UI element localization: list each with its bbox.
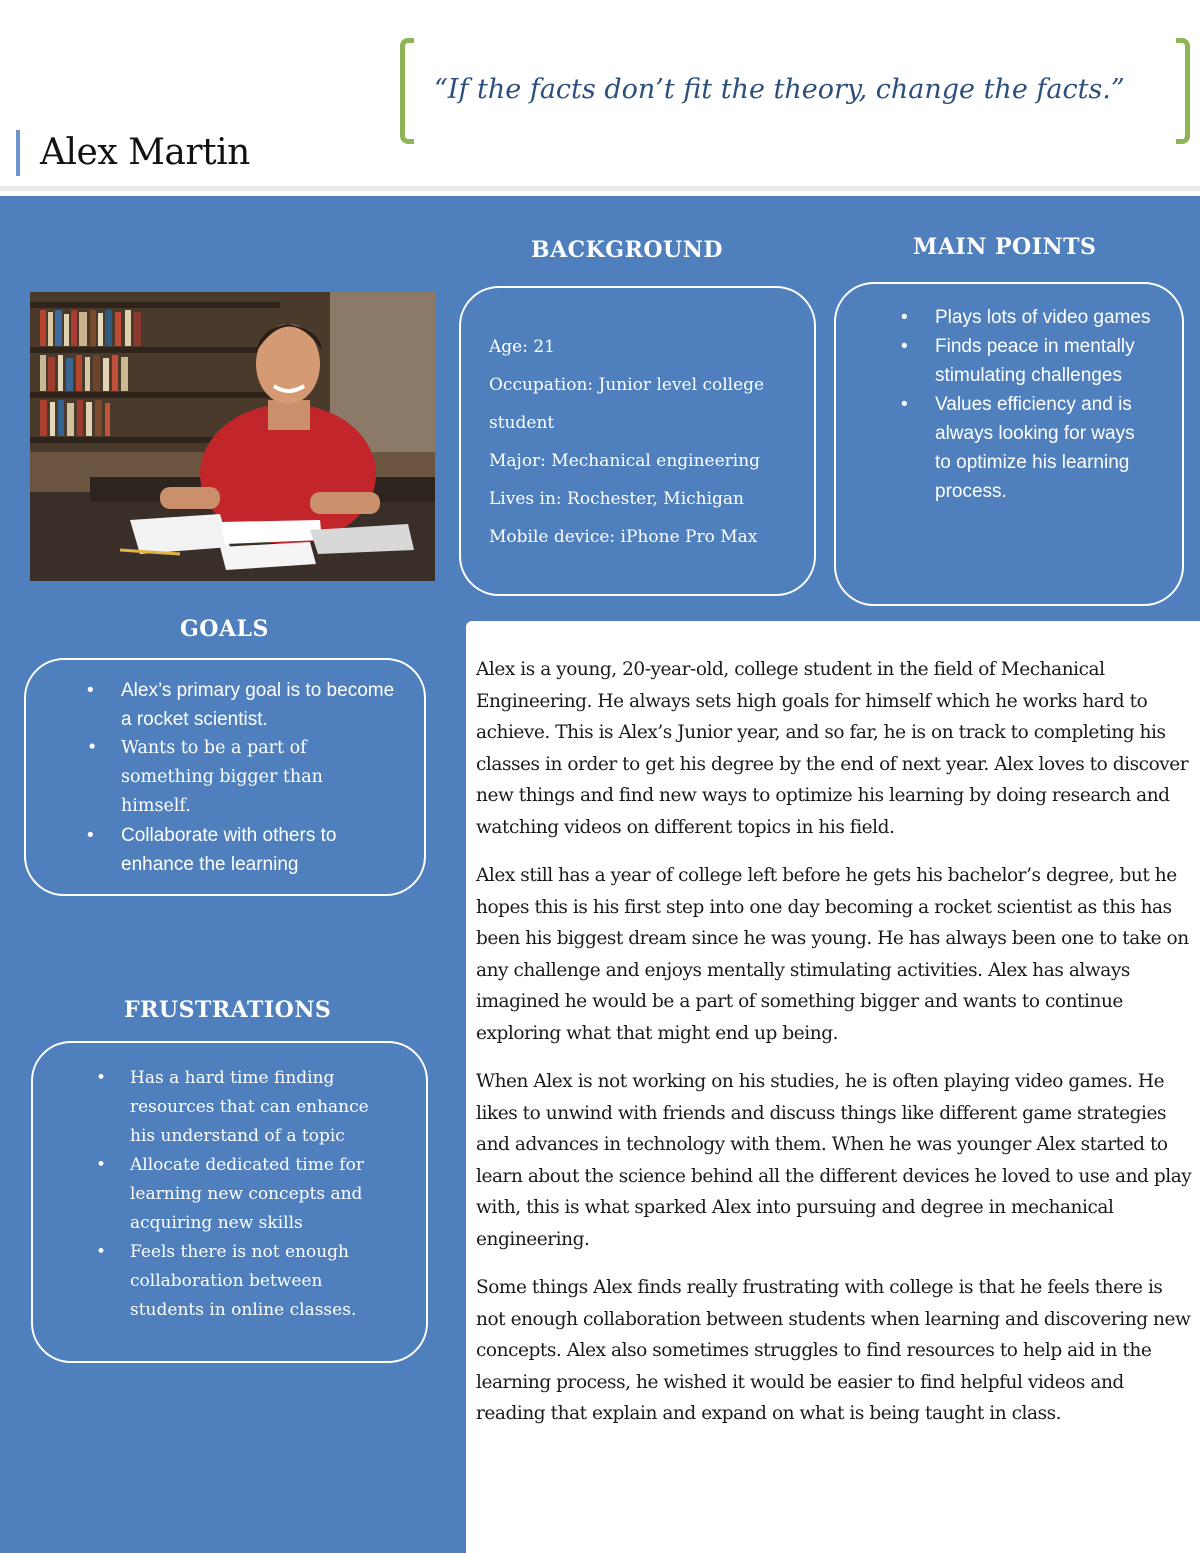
frustrations-list: [96, 1064, 396, 1325]
background-list: [489, 328, 799, 556]
list-item: • Finds peace in mentally stimulating challenges: [901, 332, 1151, 390]
background-location: Lives in: Rochester, Michigan: [489, 489, 744, 509]
background-heading: BACKGROUND: [531, 237, 723, 263]
student-photo-icon: [30, 292, 435, 581]
story-paragraph: Alex still has a year of college left before he gets his bachelor’s degree, but he hopes this is his first step into one day becoming a rocket scientist as this has been his biggest dream since he was young. He has always been one to take on any challenge and enjoys mentally stimulating activities. Alex has always imagined he would be a part of something bigger and wants to continue exploring what that might end up being.: [476, 865, 1189, 1044]
list-item: • Has a hard time finding resources that can enhance his understand of a topic: [96, 1064, 396, 1151]
goals-heading: GOALS: [180, 616, 269, 642]
right-bracket-icon: [1176, 38, 1190, 144]
persona-story: [476, 654, 1192, 1447]
list-item: • Values efficiency and is always looking for ways to optimize his learning process.: [901, 390, 1151, 506]
persona-quote: “If the facts don’t fit the theory, change the facts.”: [434, 74, 1125, 105]
persona-name: Alex Martin: [40, 132, 250, 173]
list-item: • Wants to be a part of something bigger than himself.: [87, 734, 397, 821]
list-item: • Collaborate with others to enhance the learning: [87, 821, 397, 879]
name-accent-bar: [16, 130, 20, 176]
main-points-heading: MAIN POINTS: [913, 234, 1097, 260]
main-points-list: [901, 303, 1151, 506]
frustrations-heading: FRUSTRATIONS: [124, 997, 332, 1023]
background-major: Major: Mechanical engineering: [489, 451, 761, 471]
left-bracket-icon: [400, 38, 414, 144]
background-device: Mobile device: iPhone Pro Max: [489, 527, 758, 547]
story-paragraph: When Alex is not working on his studies, he is often playing video games. He likes to unwind with friends and discuss things like different game strategies and advances in technology with them. When he was younger Alex started to learn about the science behind all the different devices he loved to use and play with, this is what sparked Alex into pursuing and degree in mechanical engineering.: [476, 1071, 1192, 1250]
list-item: • Plays lots of video games: [901, 303, 1151, 332]
story-paragraph: Some things Alex finds really frustrating with college is that he feels there is not enough collaboration between students when learning and discovering new concepts. Alex also sometimes struggles to find resources to help aid in the learning process, he wished it would be easier to find helpful videos and reading that explain and expand on what is being taught in class.: [476, 1277, 1191, 1424]
list-item: • Allocate dedicated time for learning new concepts and acquiring new skills: [96, 1151, 396, 1238]
quote-block: [400, 38, 1190, 144]
list-item: • Alex’s primary goal is to become a rocket scientist.: [87, 676, 397, 734]
background-occupation: Occupation: Junior level college student: [489, 375, 765, 433]
header-divider: [0, 186, 1200, 191]
background-age: Age: 21: [489, 337, 555, 357]
story-paragraph: Alex is a young, 20-year-old, college student in the field of Mechanical Engineering. He always sets high goals for himself which he works hard to achieve. This is Alex’s Junior year, and so far, he is on track to completing his classes in order to get his degree by the end of next year. Alex loves to discover new things and find new ways to optimize his learning by doing research and watching videos on different topics in his field.: [476, 659, 1189, 838]
goals-list: [87, 676, 397, 879]
list-item: • Feels there is not enough collaboration between students in online classes.: [96, 1238, 396, 1325]
